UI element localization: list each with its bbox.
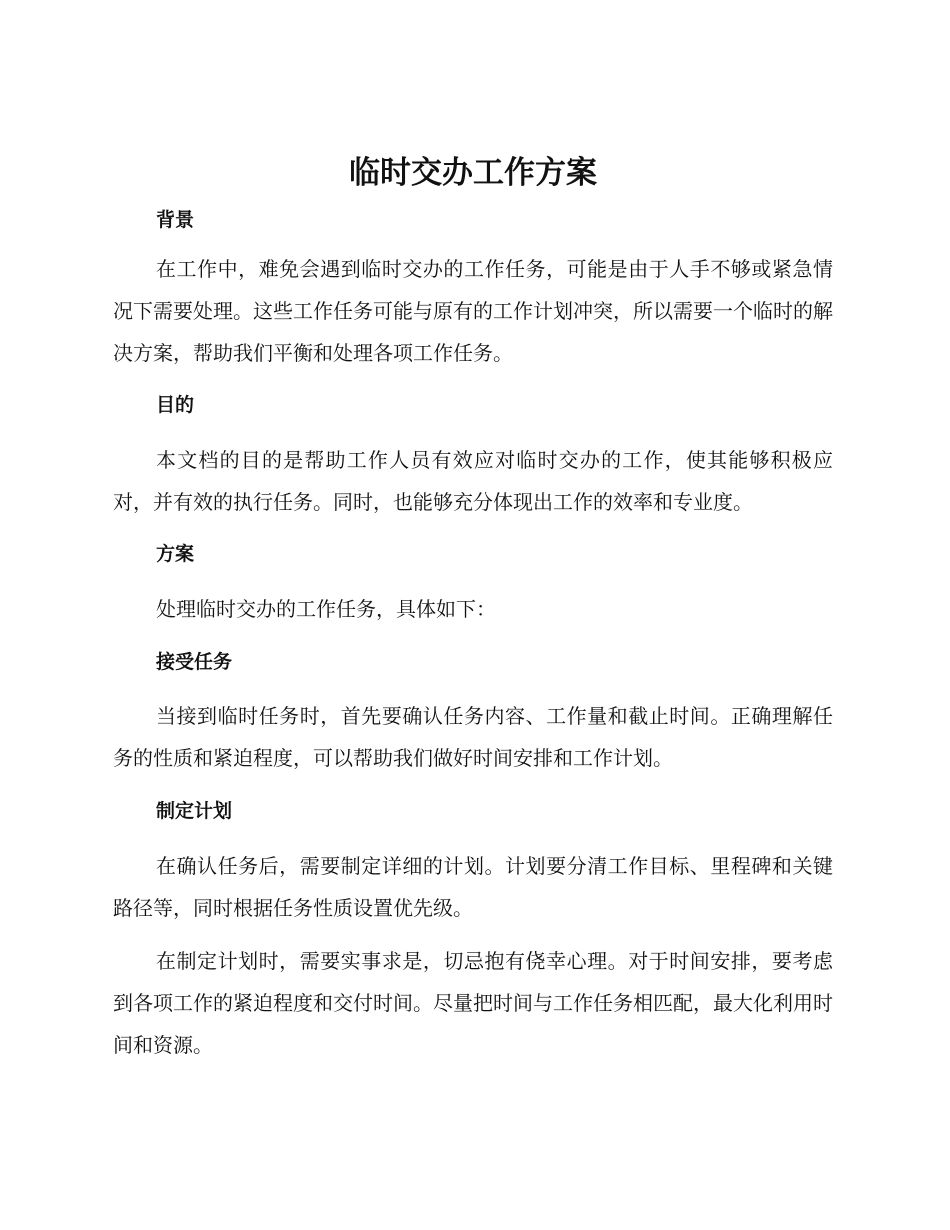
paragraph-make-plan-1: 在确认任务后，需要制定详细的计划。计划要分清工作目标、里程碑和关键路径等，同时根据任务性质设置优先级。 [113, 854, 833, 920]
section-heading-accept-task: 接受任务 [156, 651, 233, 673]
section-heading-make-plan: 制定计划 [156, 800, 233, 822]
paragraph-purpose: 本文档的目的是帮助工作人员有效应对临时交办的工作，使其能够积极应对，并有效的执行任务。同时，也能够充分体现出工作的效率和专业度。 [113, 448, 833, 514]
section-heading-background: 背景 [156, 209, 195, 231]
section-heading-plan: 方案 [156, 543, 195, 565]
section-heading-purpose: 目的 [156, 394, 195, 416]
paragraph-background: 在工作中，难免会遇到临时交办的工作任务，可能是由于人手不够或紧急情况下需要处理。这些工作任务可能与原有的工作计划冲突，所以需要一个临时的解决方案，帮助我们平衡和处理各项工作任务。 [113, 257, 833, 365]
paragraph-accept-task: 当接到临时任务时，首先要确认任务内容、工作量和截止时间。正确理解任务的性质和紧迫程度，可以帮助我们做好时间安排和工作计划。 [113, 704, 833, 770]
document-page [113, 148, 833, 1066]
paragraph-make-plan-2: 在制定计划时，需要实事求是，切忌抱有侥幸心理。对于时间安排，要考虑到各项工作的紧迫程度和交付时间。尽量把时间与工作任务相匹配，最大化利用时间和资源。 [113, 949, 833, 1057]
document-title: 临时交办工作方案 [349, 155, 597, 191]
paragraph-plan: 处理临时交办的工作任务，具体如下： [156, 597, 496, 621]
